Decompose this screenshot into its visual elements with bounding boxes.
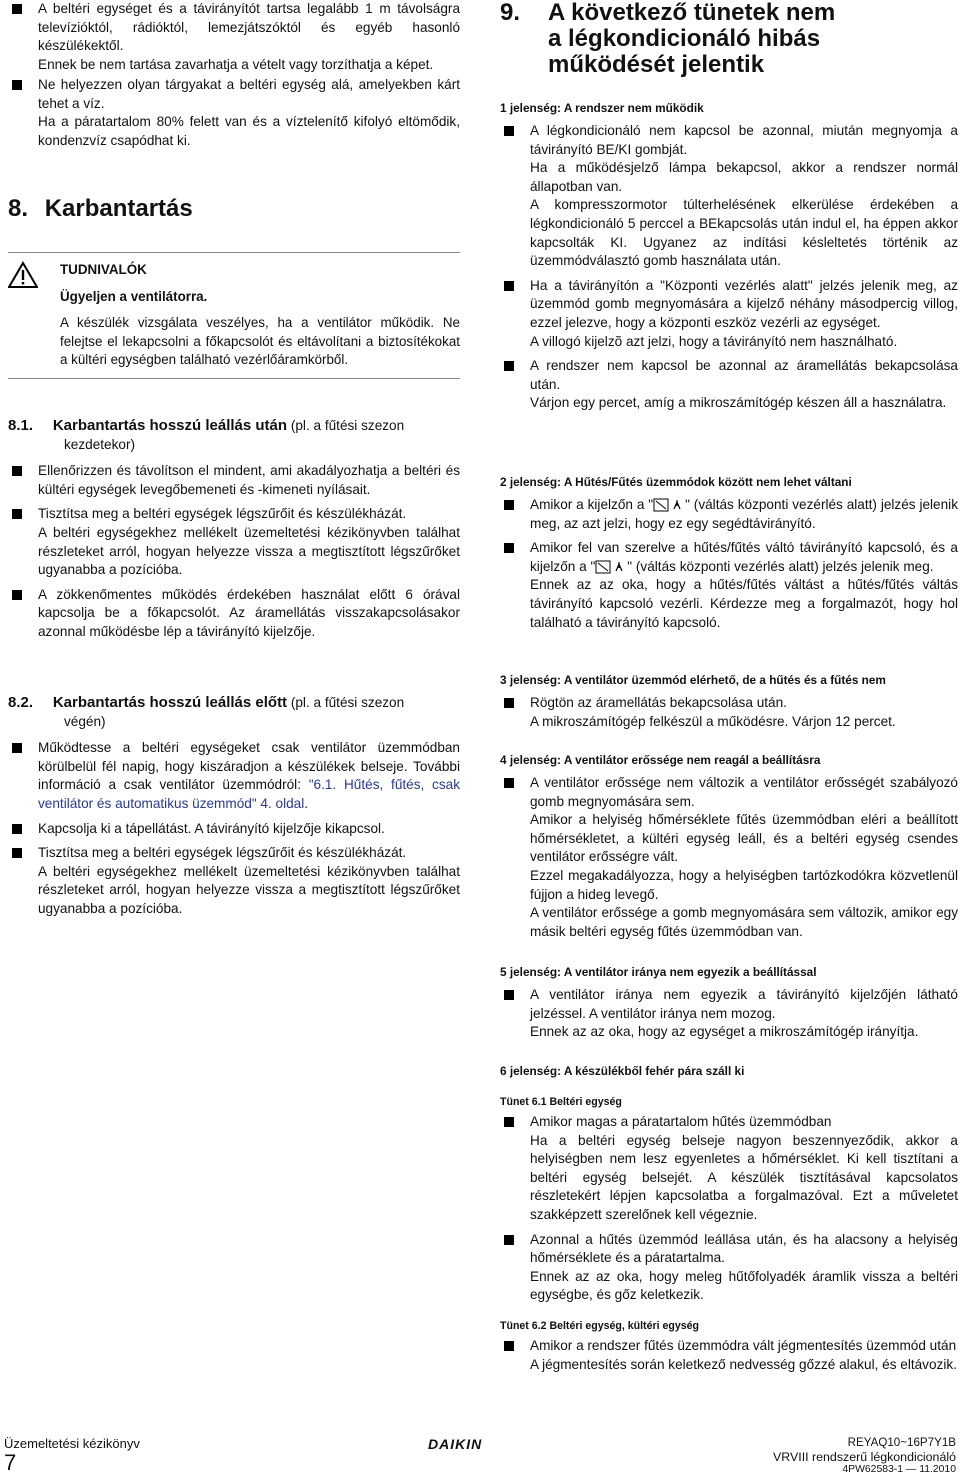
divider (8, 378, 460, 379)
paragraph: Kapcsolja ki a tápellátást. A távirányító kijelzője kikapcsol. (38, 820, 385, 836)
bullet-square-icon (504, 281, 514, 291)
paragraph: " (váltás központi vezérlés alatt) jelzés jelenik meg, az azt jelzi, hogy ez egy segédtávirányító. (530, 497, 958, 531)
paragraph: A jégmentesítés során keletkező nedvesség gőzzé alakul, és eltávozik. (530, 1356, 957, 1372)
bullet-square-icon (504, 126, 514, 136)
bullet-square-icon (12, 509, 22, 519)
list-item (500, 1231, 958, 1305)
subsection-heading (8, 417, 460, 436)
paragraph: Ne helyezzen olyan tárgyakat a beltéri egység alá, amelyekben kárt tehet a víz. (38, 77, 460, 111)
central-control-switch-icon (595, 560, 627, 574)
list-item (500, 694, 958, 731)
paragraph: A beltéri egységet és a távirányítót tartsa legalább 1 m távolságra televízióktól, rádióktól, lemezjátszóktól és egyéb hasonló készülékektől. (38, 1, 460, 54)
list-item (500, 496, 958, 533)
paragraph: Működtesse a beltéri egységeket csak ventilátor üzemmódban körülbelül fél napig, hogy kiszáradjon a készülékek belseje. További információ a csak ventilátor üzemmódról: (38, 740, 460, 793)
subsection-number: 8.1. (8, 417, 34, 434)
product-series: VRVIII rendszerű légkondicionáló (773, 1450, 956, 1464)
list-item (500, 986, 958, 1042)
paragraph: A mikroszámítógép felkészül a működésre. Várjon 12 percet. (530, 713, 896, 729)
warning-title: TUDNIVALÓK (60, 262, 147, 277)
paragraph: Amikor a kijelzőn a " (530, 497, 654, 512)
list-item (500, 357, 958, 413)
cross-reference-link[interactable]: "6.1. Hűtés, fűtés, csak ventilátor és automatikus üzemmód" 4. oldal (38, 777, 460, 811)
bullet-square-icon (504, 778, 514, 788)
section-8-1 (8, 417, 460, 642)
bullet-square-icon (504, 698, 514, 708)
central-control-switch-icon (653, 498, 685, 512)
bullet-square-icon (12, 743, 22, 753)
list-item (8, 586, 460, 642)
paragraph: Ha a távirányítón a "Központi vezérlés alatt" jelzés jelenik meg, az üzemmód gomb megnyomására a kijelző néhány másodpercig villog, ezzel jelezve, hogy a központi eszköz vezérli az egységet. (530, 277, 958, 330)
list-item (500, 1337, 958, 1374)
paragraph: Ha a páratartalom 80% felett van és a víztelenítő kifolyó eltömődik, kondenzvíz csapódhat ki. (38, 114, 460, 148)
symptom-1 (500, 100, 958, 413)
paragraph: Ennek az az oka, hogy meleg hűtőfolyadék áramlik vissza a beltéri egységbe, és gőz keletkezik. (530, 1268, 958, 1303)
paragraph: A villogó kijelzõ azt jelzi, hogy a távirányító nem használható. (530, 333, 898, 349)
symptom-2 (500, 474, 958, 632)
section-8-heading (8, 195, 460, 223)
section-title-line: működését jelentik (548, 51, 765, 78)
subsection-note: kezdetekor) (64, 436, 136, 452)
list-item (500, 122, 958, 271)
subsection-number: 8.2. (8, 694, 34, 711)
list-item (500, 539, 958, 632)
bullet-square-icon (504, 1341, 514, 1351)
section-title-line: a légkondicionáló hibás (548, 25, 821, 52)
bullet-square-icon (504, 990, 514, 1000)
warning-subtitle: Ügyeljen a ventilátorra. (60, 288, 208, 304)
section-title-line: A következő tünetek nem (548, 0, 836, 26)
paragraph: A ventilátor erőssége a gomb megnyomására sem változik, amikor egy másik beltéri egység fűtés üzemmódban van. (530, 905, 958, 939)
brand-logo: DAIKIN (428, 1436, 483, 1452)
symptom-3 (500, 672, 958, 731)
list-item (500, 774, 958, 941)
bullet-square-icon (504, 543, 514, 553)
warning-triangle-icon (8, 261, 38, 289)
paragraph: Azonnal a hűtés üzemmód leállása után, és ha alacsony a helyiség hőmérséklete és a páratartalma. (530, 1231, 958, 1266)
paragraph: Amikor fel van szerelve a hűtés/fűtés váltó távirányító kapcsoló, és a kijelzőn a " (530, 540, 958, 574)
paragraph: Amikor magas a páratartalom hűtés üzemmódban (530, 1114, 832, 1129)
symptom-case-title: Tünet 6.2 Beltéri egység, kültéri egység (500, 1319, 700, 1332)
symptom-title: 3 jelenség: A ventilátor üzemmód elérhető, de a hűtés és a fűtés nem (500, 673, 886, 687)
symptom-title: 5 jelenség: A ventilátor iránya nem egyezik a beállítással (500, 965, 817, 979)
subsection-heading (8, 694, 460, 713)
paragraph: A rendszer nem kapcsol be azonnal az áramellátás bekapcsolása után. (530, 358, 958, 392)
paragraph: " (váltás központi vezérlés alatt) jelzés jelenik meg. (627, 558, 934, 574)
bullet-square-icon (12, 466, 22, 476)
paragraph: Rögtön az áramellátás bekapcsolása után. (530, 695, 787, 710)
section-8-2 (8, 694, 460, 919)
subsection-note: (pl. a fűtési szezon (287, 695, 405, 710)
list-item (8, 844, 460, 918)
paragraph: Tisztítsa meg a beltéri egységek légszűrőit és készülékházát. (38, 845, 407, 861)
bullet-list-top-2 (8, 76, 460, 150)
bullet-square-icon (504, 1235, 514, 1245)
list-item (8, 462, 460, 499)
symptom-case-title: Tünet 6.1 Beltéri egység (500, 1096, 622, 1108)
list-item (8, 505, 460, 579)
symptom-5 (500, 964, 958, 1042)
paragraph: A zökkenőmentes működés érdekében használat előtt 6 órával kapcsolja be a főkapcsolót. Az áramellátás visszakapcsolásakor azonnal működésbe lép a távirányító kijelzője. (38, 586, 460, 639)
paragraph: Ennek az az oka, hogy a hűtés/fűtés váltást a hűtés/fűtés váltás távirányító kapcsoló vezérli. Kérdezze meg a forgalmazót, hogy hol található a távirányító kapcsoló. (530, 577, 958, 630)
paragraph: Várjon egy percet, amíg a mikroszámítógép készen áll a használatra. (530, 395, 947, 411)
page-footer (0, 1432, 960, 1475)
list-item (8, 739, 460, 813)
paragraph: Amikor a rendszer fűtés üzemmódra vált jégmentesítés üzemmód után (530, 1337, 957, 1353)
paragraph: A ventilátor erőssége nem változik a ventilátor erősségét szabályozó gomb megnyomására sem. (530, 775, 958, 809)
page-number: 7 (4, 1450, 17, 1475)
bullet-square-icon (504, 500, 514, 510)
paragraph: Ha a működésjelző lámpa bekapcsol, akkor a rendszer normál állapotban van. (530, 160, 958, 194)
paragraph: A kompresszormotor túlterhelésének elkerülése érdekében a légkondicionáló 5 perccel a BEkapcsolás után indul el, ha éppen akkor kapcsolták KI. Ugyanez az indítási késleltetés történik az üzemmódválasztó gomb használata után. (530, 197, 958, 269)
bullet-square-icon (504, 361, 514, 371)
list-item (8, 76, 460, 150)
paragraph: Tisztítsa meg a beltéri egységek légszűrőit és készülékházát. (38, 506, 407, 522)
bullet-square-icon (12, 848, 22, 858)
section-9-heading (500, 0, 958, 78)
bullet-square-icon (504, 1117, 514, 1127)
paragraph: Ennek az az oka, hogy az egységet a mikroszámítógép irányítja. (530, 1024, 919, 1040)
paragraph: A beltéri egységekhez mellékelt üzemeltetési kézikönyvben találhat részleteket arról, hogyan helyezze vissza a megtisztított légszűrőket ugyanabba a pozícióba. (38, 863, 460, 916)
subsection-title: Karbantartás hosszú leállás után (52, 417, 288, 434)
paragraph: Ennek be nem tartása zavarhatja a vételt vagy torzíthatja a képet. (38, 56, 434, 72)
symptom-title: 6 jelenség: A készülékből fehér pára száll ki (500, 1064, 745, 1078)
paragraph: Ha a beltéri egység belseje nagyon beszennyeződik, akkor a helyiségben nem lesz egyenletes a hőmérséklet. Ki kell tisztítani a beltéri egység belsejét. A készülék tisztításával kapcsolatos részletekért lépjen kapcsolatba a forgalmazóval. Ezt a műveletet szakképzett szerelőnek kell végeznie. (530, 1132, 958, 1222)
document-title: Üzemeltetési kézikönyv (4, 1436, 140, 1451)
list-item (500, 277, 958, 351)
punctuation: . (304, 795, 309, 811)
paragraph: Ellenőrizzen és távolítson el mindent, ami akadályozhatja a beltéri és kültéri egységek levegőbemeneti és -kimeneti nyílásait. (38, 463, 460, 497)
warning-box (8, 252, 460, 379)
subsection-note: végén) (64, 713, 106, 729)
subsection-note: (pl. a fűtési szezon (287, 418, 405, 433)
document-code: 4PW62583-1 — 11.2010 (842, 1464, 956, 1475)
bullet-square-icon (12, 4, 22, 14)
symptom-title: 4 jelenség: A ventilátor erőssége nem reagál a beállításra (500, 753, 821, 767)
list-item (8, 820, 460, 839)
bullet-square-icon (12, 80, 22, 90)
paragraph: A légkondicionáló nem kapcsol be azonnal, miután megnyomja a távirányító BE/KI gombját. (530, 123, 958, 157)
symptom-title: 1 jelenség: A rendszer nem működik (500, 101, 704, 115)
section-number: 9. (500, 0, 521, 26)
paragraph: A ventilátor iránya nem egyezik a távirányító kijelzőjén látható jelzéssel. A ventilátor iránya nem mozog. (530, 987, 958, 1021)
list-item (500, 1113, 958, 1225)
warning-text: A készülék vizsgálata veszélyes, ha a ventilátor működik. Ne felejtse el lekapcsolni a főkapcsolót és eltávolítani a biztosítékokat a kültéri egységben található vezérlőáramkörből. (60, 315, 460, 368)
bullet-list-top (8, 0, 460, 74)
symptom-4 (500, 752, 958, 941)
paragraph: A beltéri egységekhez mellékelt üzemeltetési kézikönyvben találhat részleteket arról, hogyan helyezze vissza a megtisztított légszűrőket ugyanabba a pozícióba. (38, 524, 460, 578)
model-code: REYAQ10~16P7Y1B (847, 1436, 956, 1449)
paragraph: Amikor a helyiség hőmérséklete fűtés üzemmódban eléri a beállított hőmérsékletet, a kültéri egység leáll, és a beltéri egység csendes ventilátor erősségre vált. (530, 812, 958, 865)
symptom-title: 2 jelenség: A Hűtés/Fűtés üzemmódok között nem lehet váltani (500, 475, 852, 489)
section-title: Karbantartás (44, 195, 193, 222)
paragraph: Ezzel megakadályozza, hogy a helyiségben tartózkodókra közvetlenül fújjon a hideg levegő. (530, 867, 958, 902)
section-number: 8. (8, 195, 29, 222)
list-item (8, 0, 460, 74)
symptom-6 (500, 1063, 958, 1374)
bullet-square-icon (12, 824, 22, 834)
subsection-title: Karbantartás hosszú leállás előtt (52, 694, 288, 711)
bullet-square-icon (12, 590, 22, 600)
